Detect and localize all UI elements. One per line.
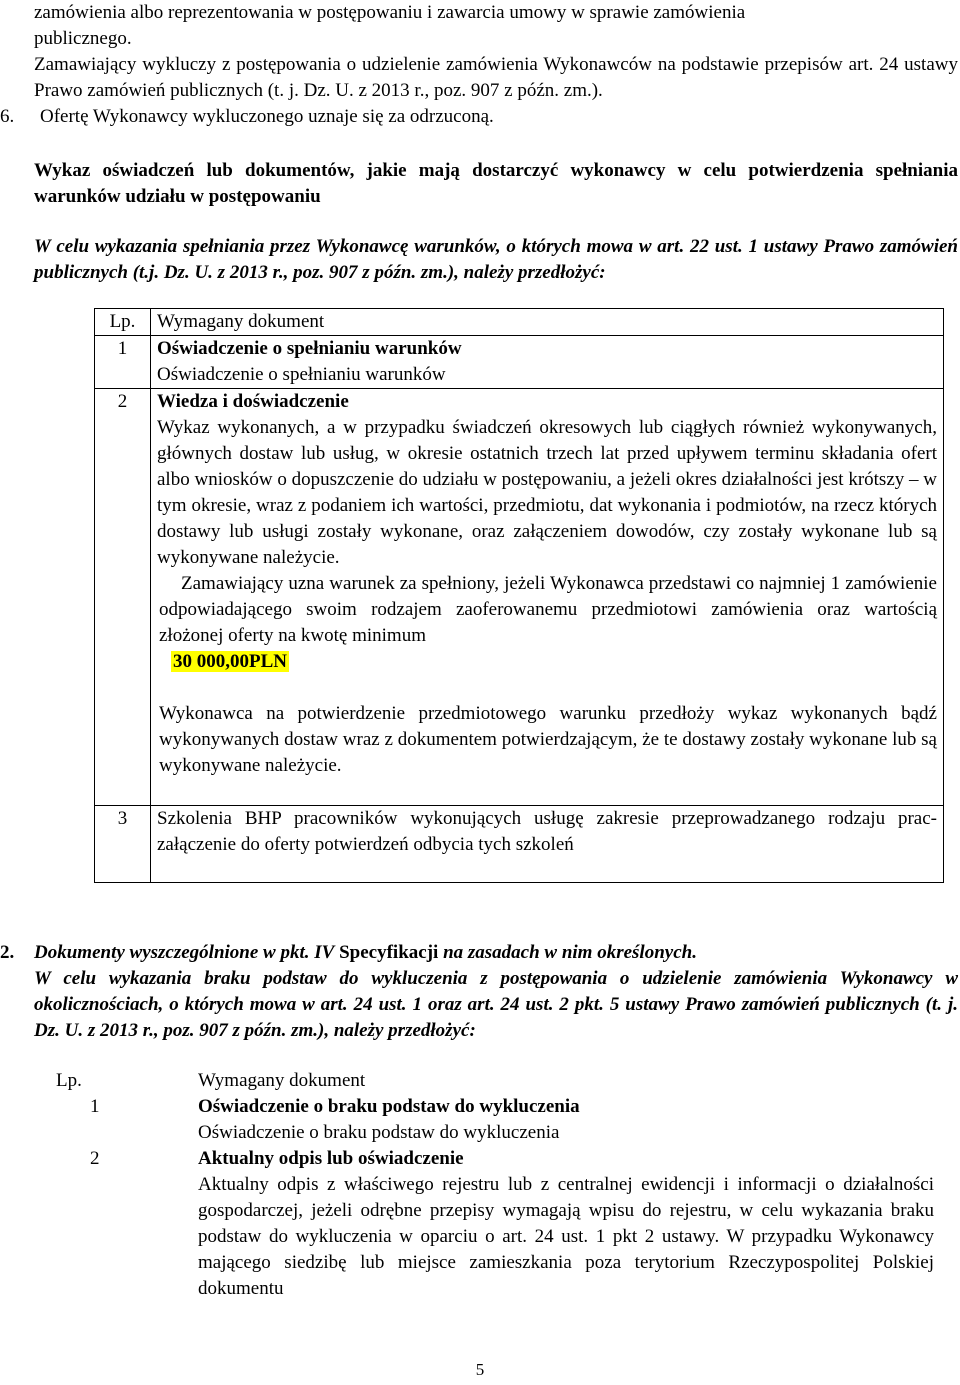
intro-item-6-number: 6. bbox=[0, 106, 15, 127]
intro-item-6-text: Ofertę Wykonawcy wykluczonego uznaje się za odrzuconą. bbox=[40, 106, 494, 127]
intro-line-1: zamówienia albo reprezentowania w postępowaniu i zawarcia umowy w sprawie zamówienia bbox=[34, 2, 746, 23]
table-1-header bbox=[95, 309, 944, 336]
intro-block bbox=[34, 0, 958, 52]
table-1-row-3-body: Szkolenia BHP pracowników wykonujących usługę zakresie przeprowadzanego rodzaju prac- załączenie do oferty potwierdzeń odbycia tych szkoleń bbox=[157, 808, 937, 855]
section-6-item-2-number: 2. bbox=[0, 942, 15, 963]
table-2-row-1-title: Oświadczenie o braku podstaw do wykluczenia bbox=[198, 1096, 580, 1117]
section-6-heading bbox=[0, 158, 958, 210]
table-2-row-1-lp: 1 bbox=[90, 1096, 100, 1117]
table-2-header-doc: Wymagany dokument bbox=[198, 1070, 366, 1091]
section-6-item-2-part-4: na zasadach w nim określonych. bbox=[443, 942, 697, 963]
table-1-row-2-lp: 2 bbox=[95, 389, 151, 806]
table-row bbox=[95, 336, 944, 389]
intro-item-5-text: Zamawiający wykluczy z postępowania o udzielenie zamówienia Wykonawców na podstawie przepisów art. 24 ustawy Prawo zamówień publicznych (t. j. Dz. U. z 2013 r., poz. 907 z późn. zm.). bbox=[34, 54, 958, 101]
table-1-row-1-lp: 1 bbox=[95, 336, 151, 389]
table-row bbox=[95, 389, 944, 806]
page-number: 5 bbox=[475, 1360, 485, 1379]
intro-item-5 bbox=[0, 52, 958, 104]
table-2-row-1-body: Oświadczenie o braku podstaw do wykluczenia bbox=[198, 1122, 560, 1143]
section-6-title: Wykaz oświadczeń lub dokumentów, jakie mają dostarczyć wykonawcy w celu potwierdzenia spełniania warunków udziału w postępowaniu bbox=[34, 160, 958, 207]
table-2-header bbox=[44, 1068, 944, 1094]
intro-item-6 bbox=[0, 104, 958, 130]
section-6-item-2-part-3: Specyfikacji bbox=[339, 942, 439, 963]
section-6-item-2-part-1: Dokumenty wyszczególnione w pkt. bbox=[34, 942, 310, 963]
table-1-row-3-lp: 3 bbox=[95, 806, 151, 883]
section-6-item-1 bbox=[0, 234, 958, 286]
section-6-item-3-text: W celu wykazania braku podstaw do wykluczenia z postępowania o udzielenie zamówienia Wykonawcy w okolicznościach, o których mowa w art. 24 ust. 1 oraz art. 24 ust. 2 pkt. 5 ustawy Prawo zamówień publicznych (t. j. Dz. U. z 2013 r., poz. 907 z późn. zm.), należy przedłożyć: bbox=[34, 968, 958, 1041]
table-2-header-lp: Lp. bbox=[56, 1070, 82, 1091]
section-6-item-2 bbox=[0, 940, 958, 966]
requirements-table-2 bbox=[44, 1068, 944, 1302]
table-1-row-2-title: Wiedza i doświadczenie bbox=[157, 391, 349, 412]
table-2-row-2-title: Aktualny odpis lub oświadczenie bbox=[198, 1148, 464, 1169]
intro-item-5-number bbox=[0, 52, 34, 78]
minimum-amount-highlight: 30 000,00PLN bbox=[173, 651, 287, 672]
table-2-row-2-lp: 2 bbox=[90, 1148, 100, 1169]
section-6-number bbox=[0, 158, 34, 184]
section-6-item-2-part-2: IV bbox=[314, 942, 335, 963]
table-row bbox=[44, 1146, 944, 1302]
table-1-row-2-note: Wykonawca na potwierdzenie przedmiotowego warunku przedłoży wykaz wykonanych bądź wykonywanych dostaw wraz z dokumentem potwierdzającym, że te dostawy zostały wykonane lub są wykonywane należycie. bbox=[159, 703, 937, 776]
table-1-header-doc: Wymagany dokument bbox=[151, 309, 944, 336]
requirements-table-1 bbox=[94, 308, 944, 883]
table-row bbox=[44, 1094, 944, 1146]
section-6-item-1-number bbox=[0, 234, 34, 260]
table-1-row-1-body: Oświadczenie o spełnianiu warunków bbox=[157, 364, 446, 385]
table-1-row-1-title: Oświadczenie o spełnianiu warunków bbox=[157, 338, 462, 359]
table-1-row-2-condition: Zamawiający uzna warunek za spełniony, jeżeli Wykonawca przedstawi co najmniej 1 zamówienie odpowiadającego swoim rodzajem zaoferowanemu przedmiotowi zamówienia oraz wartością złożonej oferty na kwotę minimum bbox=[159, 573, 937, 646]
table-1-header-lp: Lp. bbox=[95, 309, 151, 336]
table-2-row-2-body: Aktualny odpis z właściwego rejestru lub z centralnej ewidencji i informacji o działalności gospodarczej, jeżeli odrębne przepisy wymagają wpisu do rejestru, w celu wykazania braku podstaw do wykluczenia w oparciu o art. 24 ust. 1 pkt 2 ustawy. W przypadku Wykonawcy mającego siedzibę lub miejsce zamieszkania poza terytorium Rzeczypospolitej Polskiej dokumentu bbox=[198, 1174, 934, 1299]
table-row bbox=[95, 806, 944, 883]
section-6-item-1-text: W celu wykazania spełniania przez Wykonawcę warunków, o których mowa w art. 22 ust. 1 ustawy Prawo zamówień publicznych (t.j. Dz. U. z 2013 r., poz. 907 z późn. zm.), należy przedłożyć: bbox=[34, 236, 958, 283]
intro-line-2: publicznego. bbox=[34, 28, 132, 49]
section-6-item-3-number bbox=[0, 966, 34, 992]
table-1-row-2-body: Wykaz wykonanych, a w przypadku świadczeń okresowych lub ciągłych również wykonywanych, głównych dostaw lub usług, w okresie ostatnich trzech lat przed upływem terminu składania ofert albo wniosków o dopuszczenie do udziału w postępowaniu, a jeżeli okres działalności jest krótszy – w tym okresie, wraz z podaniem ich wartości, przedmiotu, dat wykonania i podmiotów, na rzecz których dostawy lub usługi zostały wykonane, oraz załączeniem dowodów, czy zostały wykonane lub są wykonywane należycie. bbox=[157, 417, 937, 568]
section-6-item-3 bbox=[0, 966, 958, 1044]
